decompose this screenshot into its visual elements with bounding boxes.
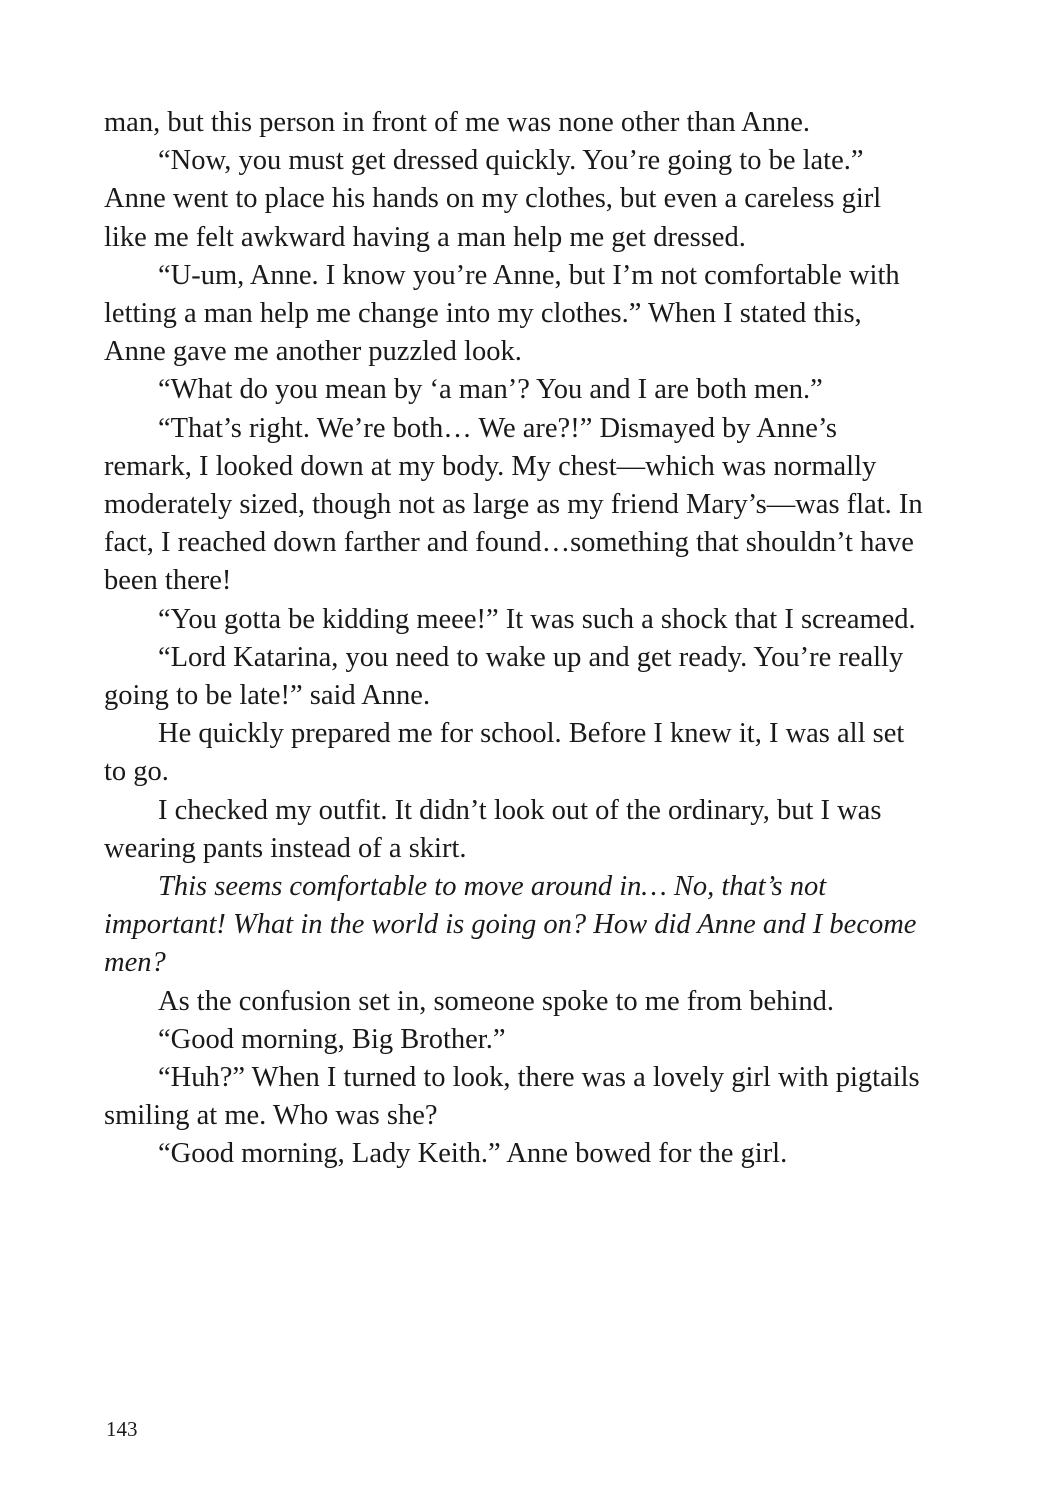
paragraph: I checked my outfit. It didn’t look out of the ordinary, but I was wearing pants instead of a skirt. — [104, 794, 882, 864]
paragraph: “That’s right. We’re both… We are?!” Dismayed by Anne’s remark, I looked down at my body. My chest—which was normally moderately sized, though not as large as my friend Mary’s—was flat. In fact, I reached down farther and found…something that shouldn’t have been there! — [104, 412, 923, 597]
paragraph-continuation: man, but this person in front of me was none other than Anne. — [104, 107, 811, 138]
paragraph: “Now, you must get dressed quickly. You’re going to be late.” Anne went to place his hands on my clothes, but even a careless girl like me felt awkward having a man help me get dressed. — [104, 145, 882, 253]
paragraph: “Huh?” When I turned to look, there was a lovely girl with pigtails smiling at me. Who was she? — [104, 1062, 920, 1132]
paragraph: As the confusion set in, someone spoke to me from behind. — [158, 985, 834, 1017]
book-page-text — [104, 104, 924, 1174]
paragraph-inner-thought: This seems comfortable to move around in… No, that’s not important! What in the world is going on? How did Anne and I become men? — [104, 871, 917, 979]
page-number: 143 — [106, 1417, 138, 1441]
paragraph: “You gotta be kidding meee!” It was such a shock that I screamed. — [158, 603, 916, 635]
paragraph: “What do you mean by ‘a man’? You and I are both men.” — [158, 374, 823, 406]
paragraph: He quickly prepared me for school. Before I knew it, I was all set to go. — [104, 718, 905, 788]
paragraph: “Good morning, Big Brother.” — [158, 1023, 506, 1055]
paragraph: “Lord Katarina, you need to wake up and get ready. You’re really going to be late!” said Anne. — [104, 641, 904, 712]
paragraph: “Good morning, Lady Keith.” Anne bowed for the girl. — [158, 1138, 788, 1170]
paragraph: “U-um, Anne. I know you’re Anne, but I’m not comfortable with letting a man help me change into my clothes.” When I stated this, Anne gave me another puzzled look. — [104, 259, 900, 368]
